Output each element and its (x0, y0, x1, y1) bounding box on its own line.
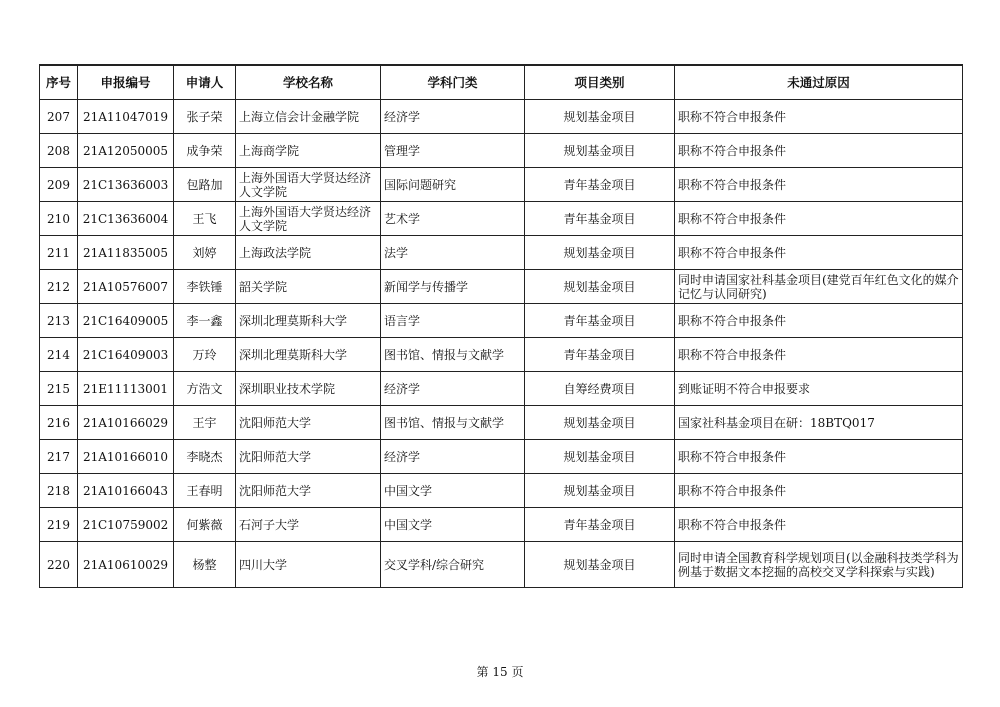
cell-reason: 职称不符合申报条件 (675, 440, 963, 474)
cell-code: 21C10759002 (78, 508, 174, 542)
cell-code: 21C13636003 (78, 168, 174, 202)
header-category: 项目类别 (525, 65, 675, 100)
cell-applicant: 李一鑫 (174, 304, 236, 338)
cell-code: 21E11113001 (78, 372, 174, 406)
cell-reason: 职称不符合申报条件 (675, 168, 963, 202)
cell-school: 四川大学 (236, 542, 381, 588)
cell-seq: 207 (40, 100, 78, 134)
header-discipline: 学科门类 (381, 65, 525, 100)
cell-category: 规划基金项目 (525, 474, 675, 508)
cell-code: 21A11047019 (78, 100, 174, 134)
cell-discipline: 国际问题研究 (381, 168, 525, 202)
cell-category: 青年基金项目 (525, 202, 675, 236)
page-number: 第 15 页 (476, 665, 524, 679)
cell-category: 规划基金项目 (525, 134, 675, 168)
cell-school: 上海外国语大学贤达经济人文学院 (236, 168, 381, 202)
cell-applicant: 万玲 (174, 338, 236, 372)
cell-reason: 职称不符合申报条件 (675, 100, 963, 134)
cell-category: 青年基金项目 (525, 304, 675, 338)
cell-school: 石河子大学 (236, 508, 381, 542)
table-row (40, 338, 963, 372)
cell-reason: 职称不符合申报条件 (675, 338, 963, 372)
cell-code: 21A10166010 (78, 440, 174, 474)
header-applicant: 申请人 (174, 65, 236, 100)
cell-reason: 职称不符合申报条件 (675, 202, 963, 236)
cell-category: 规划基金项目 (525, 100, 675, 134)
cell-reason: 同时申请全国教育科学规划项目(以金融科技类学科为例基于数据文本挖掘的高校交叉学科探索与实践) (675, 542, 963, 588)
table-row (40, 168, 963, 202)
cell-code: 21A10610029 (78, 542, 174, 588)
header-row (40, 65, 963, 100)
cell-applicant: 刘婷 (174, 236, 236, 270)
cell-seq: 210 (40, 202, 78, 236)
table-row (40, 134, 963, 168)
cell-applicant: 王宇 (174, 406, 236, 440)
cell-applicant: 包路加 (174, 168, 236, 202)
cell-category: 规划基金项目 (525, 406, 675, 440)
cell-school: 深圳北理莫斯科大学 (236, 304, 381, 338)
cell-reason: 职称不符合申报条件 (675, 236, 963, 270)
cell-school: 沈阳师范大学 (236, 406, 381, 440)
cell-discipline: 管理学 (381, 134, 525, 168)
cell-school: 上海商学院 (236, 134, 381, 168)
table-row (40, 100, 963, 134)
cell-code: 21A10166029 (78, 406, 174, 440)
table-row (40, 508, 963, 542)
rejection-table (39, 64, 963, 588)
table-row (40, 270, 963, 304)
cell-category: 规划基金项目 (525, 542, 675, 588)
cell-school: 深圳职业技术学院 (236, 372, 381, 406)
cell-reason: 国家社科基金项目在研：18BTQ017 (675, 406, 963, 440)
table-row (40, 372, 963, 406)
cell-discipline: 艺术学 (381, 202, 525, 236)
cell-applicant: 张子荣 (174, 100, 236, 134)
cell-seq: 212 (40, 270, 78, 304)
cell-seq: 213 (40, 304, 78, 338)
cell-seq: 218 (40, 474, 78, 508)
cell-category: 规划基金项目 (525, 236, 675, 270)
table-row (40, 236, 963, 270)
cell-seq: 217 (40, 440, 78, 474)
cell-category: 青年基金项目 (525, 338, 675, 372)
cell-category: 规划基金项目 (525, 440, 675, 474)
cell-school: 上海政法学院 (236, 236, 381, 270)
cell-reason: 职称不符合申报条件 (675, 474, 963, 508)
cell-discipline: 图书馆、情报与文献学 (381, 406, 525, 440)
cell-reason: 职称不符合申报条件 (675, 304, 963, 338)
cell-reason: 同时申请国家社科基金项目(建党百年红色文化的媒介记忆与认同研究) (675, 270, 963, 304)
cell-seq: 208 (40, 134, 78, 168)
cell-seq: 219 (40, 508, 78, 542)
header-seq: 序号 (40, 65, 78, 100)
cell-discipline: 中国文学 (381, 508, 525, 542)
cell-applicant: 成争荣 (174, 134, 236, 168)
cell-discipline: 经济学 (381, 100, 525, 134)
header-school: 学校名称 (236, 65, 381, 100)
cell-school: 上海立信会计金融学院 (236, 100, 381, 134)
cell-category: 规划基金项目 (525, 270, 675, 304)
header-code: 申报编号 (78, 65, 174, 100)
cell-reason: 到账证明不符合申报要求 (675, 372, 963, 406)
cell-seq: 211 (40, 236, 78, 270)
table-row (40, 474, 963, 508)
cell-applicant: 李晓杰 (174, 440, 236, 474)
cell-discipline: 中国文学 (381, 474, 525, 508)
cell-discipline: 语言学 (381, 304, 525, 338)
cell-reason: 职称不符合申报条件 (675, 508, 963, 542)
cell-applicant: 李铁锤 (174, 270, 236, 304)
table-row (40, 202, 963, 236)
table-row (40, 304, 963, 338)
table-row (40, 406, 963, 440)
cell-seq: 215 (40, 372, 78, 406)
cell-code: 21A10166043 (78, 474, 174, 508)
cell-school: 上海外国语大学贤达经济人文学院 (236, 202, 381, 236)
cell-code: 21C13636004 (78, 202, 174, 236)
cell-seq: 220 (40, 542, 78, 588)
cell-discipline: 图书馆、情报与文献学 (381, 338, 525, 372)
cell-applicant: 杨整 (174, 542, 236, 588)
cell-code: 21C16409003 (78, 338, 174, 372)
cell-applicant: 方浩文 (174, 372, 236, 406)
cell-applicant: 王飞 (174, 202, 236, 236)
cell-school: 深圳北理莫斯科大学 (236, 338, 381, 372)
cell-code: 21A11835005 (78, 236, 174, 270)
cell-discipline: 法学 (381, 236, 525, 270)
cell-code: 21C16409005 (78, 304, 174, 338)
cell-category: 青年基金项目 (525, 168, 675, 202)
cell-seq: 214 (40, 338, 78, 372)
cell-school: 沈阳师范大学 (236, 474, 381, 508)
cell-seq: 209 (40, 168, 78, 202)
cell-discipline: 经济学 (381, 440, 525, 474)
cell-reason: 职称不符合申报条件 (675, 134, 963, 168)
table-row (40, 542, 963, 588)
cell-applicant: 王春明 (174, 474, 236, 508)
cell-school: 韶关学院 (236, 270, 381, 304)
table-row (40, 440, 963, 474)
cell-school: 沈阳师范大学 (236, 440, 381, 474)
header-reason: 未通过原因 (675, 65, 963, 100)
cell-code: 21A10576007 (78, 270, 174, 304)
cell-seq: 216 (40, 406, 78, 440)
cell-code: 21A12050005 (78, 134, 174, 168)
cell-category: 青年基金项目 (525, 508, 675, 542)
cell-discipline: 新闻学与传播学 (381, 270, 525, 304)
cell-discipline: 经济学 (381, 372, 525, 406)
cell-category: 自筹经费项目 (525, 372, 675, 406)
cell-applicant: 何紫薇 (174, 508, 236, 542)
cell-discipline: 交叉学科/综合研究 (381, 542, 525, 588)
